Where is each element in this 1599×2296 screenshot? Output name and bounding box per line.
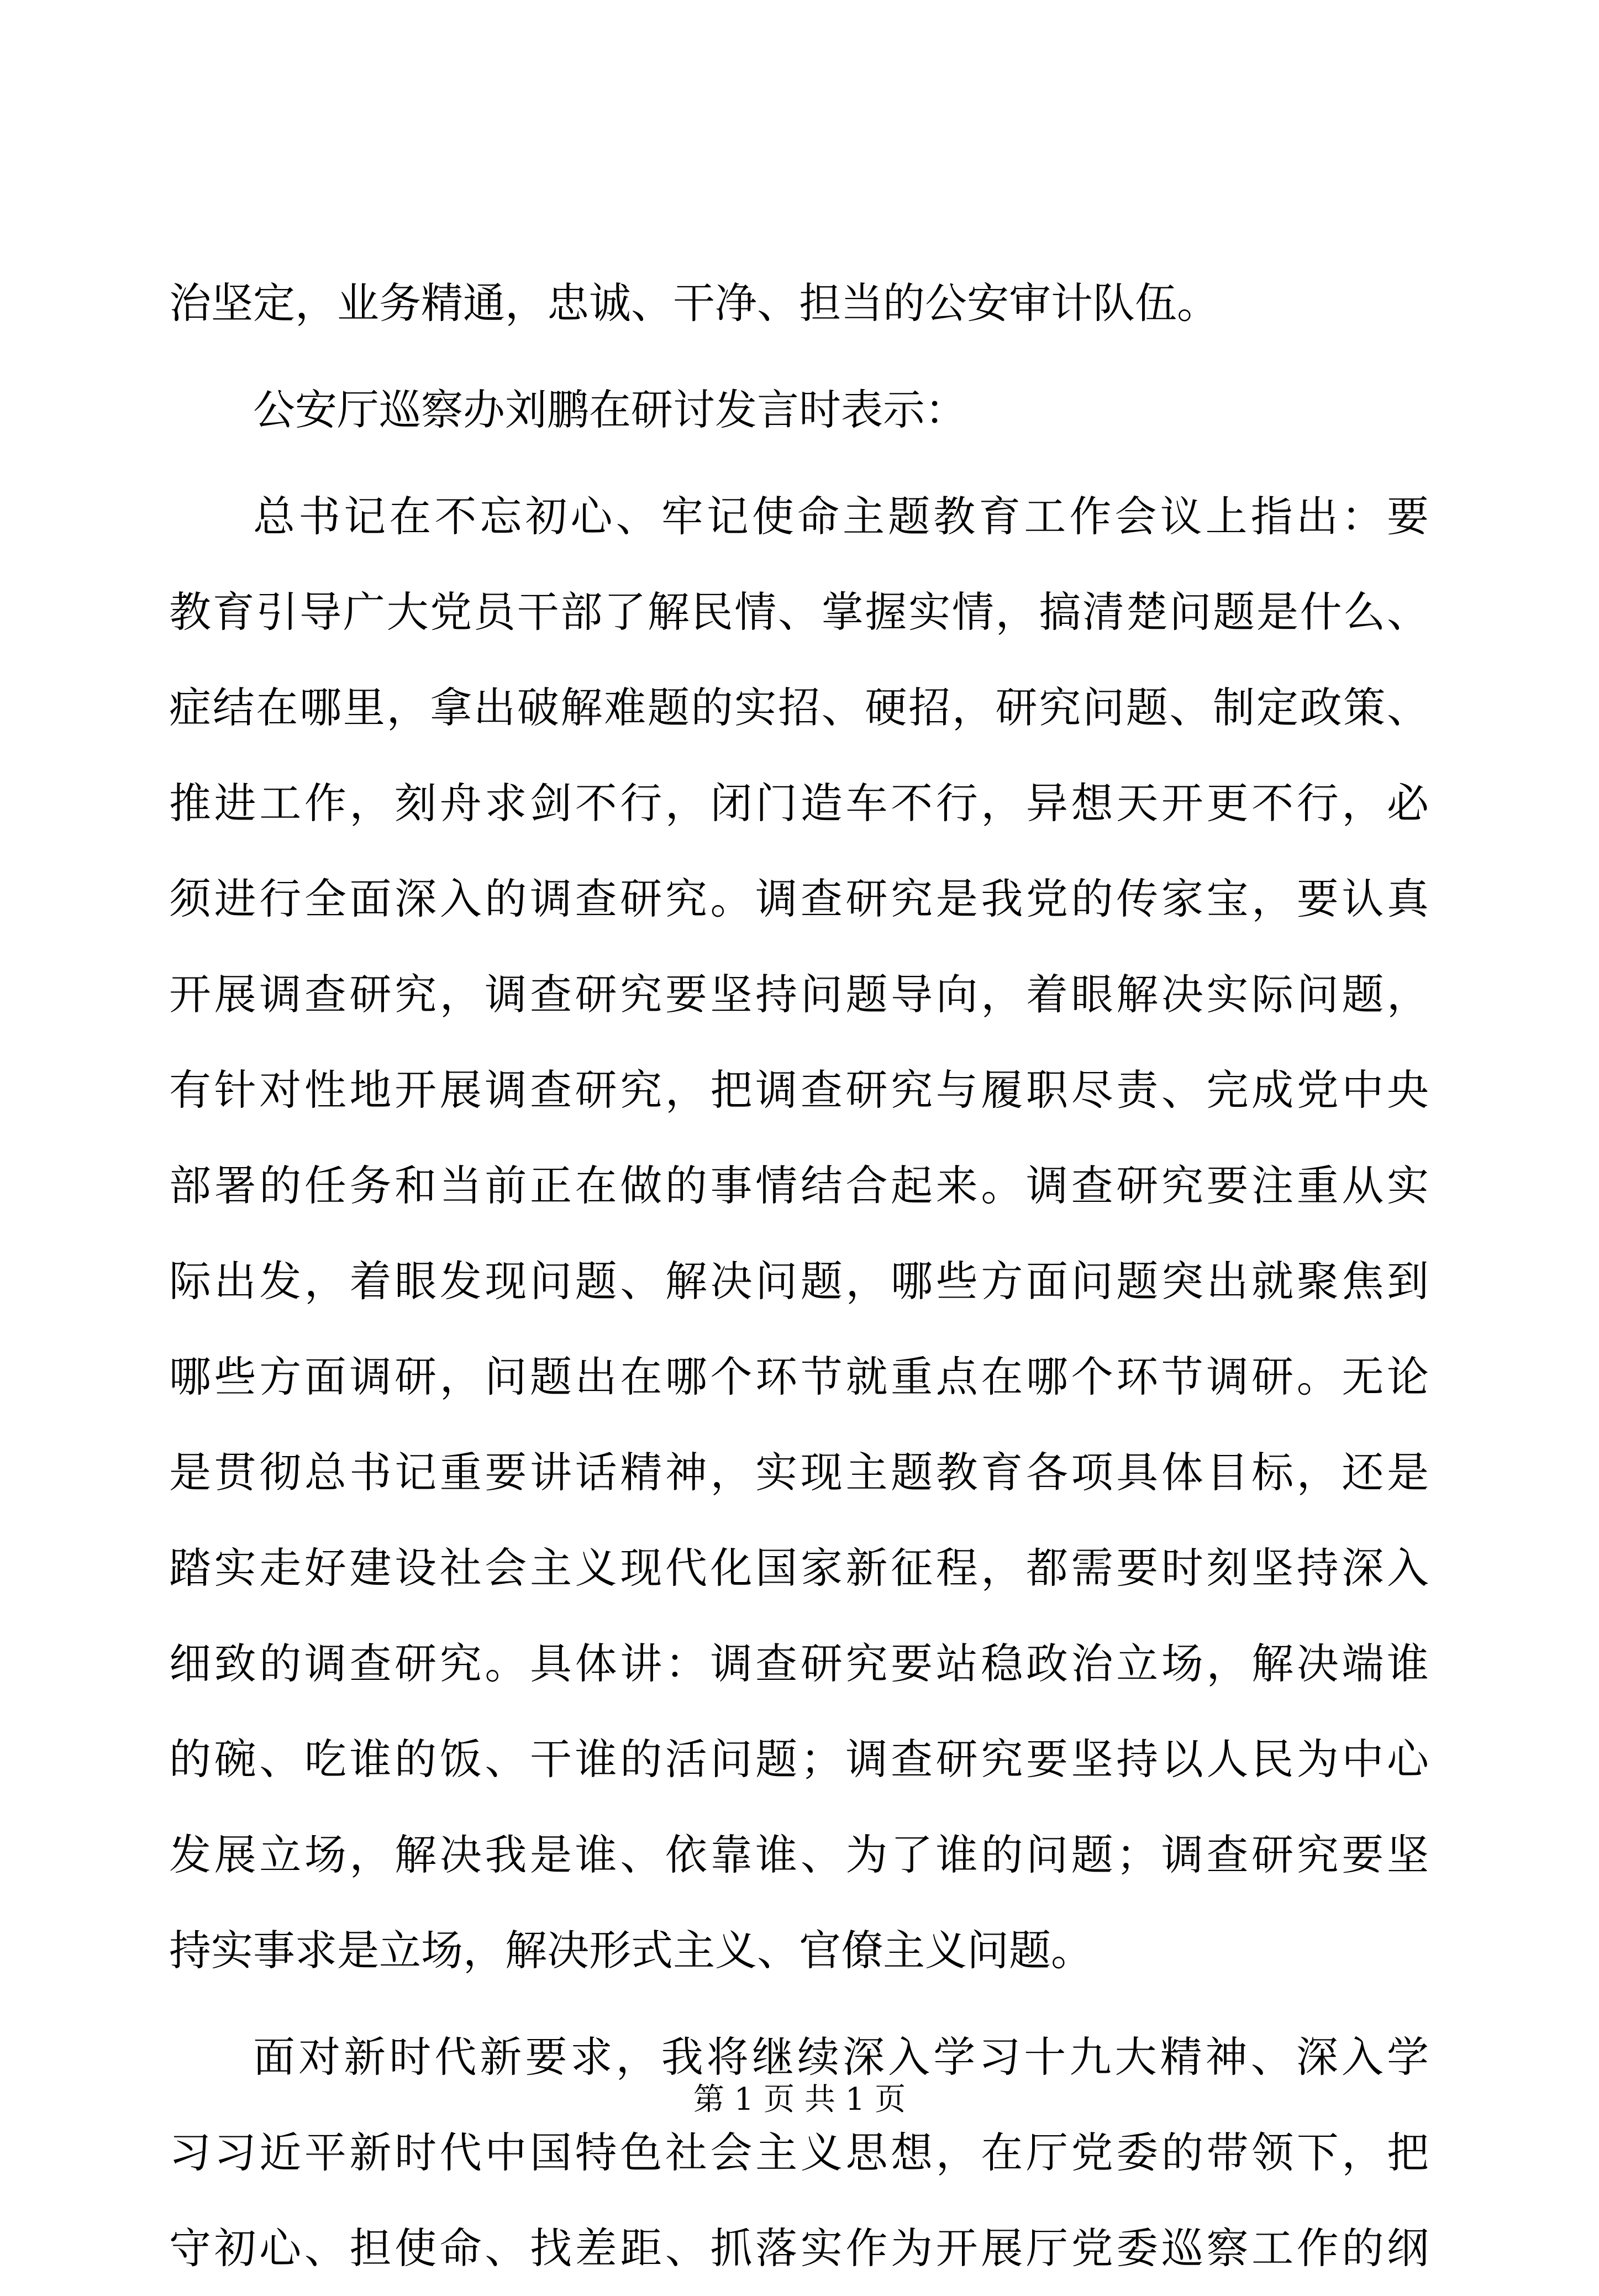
paragraph-line: 面对新时代新要求，我将继续深入学习十九大精神、深入学 xyxy=(253,2032,1429,2082)
paragraph-line: 细致的调查研究。具体讲：调查研究要站稳政治立场，解决端谁 xyxy=(169,1639,1429,1688)
paragraph-line: 踏实走好建设社会主义现代化国家新征程，都需要时刻坚持深入 xyxy=(169,1543,1429,1593)
paragraph-line: 部署的任务和当前正在做的事情结合起来。调查研究要注重从实 xyxy=(169,1161,1429,1210)
paragraph-line: 须进行全面深入的调查研究。调查研究是我党的传家宝，要认真 xyxy=(169,874,1429,923)
paragraph-line: 总书记在不忘初心、牢记使命主题教育工作会议上指出：要 xyxy=(253,492,1429,541)
page-footer xyxy=(0,2078,1599,2122)
paragraph-line: 际出发，着眼发现问题、解决问题，哪些方面问题突出就聚焦到 xyxy=(169,1257,1429,1306)
paragraph-line: 教育引导广大党员干部了解民情、掌握实情，搞清楚问题是什么、 xyxy=(169,587,1429,637)
paragraph-line: 习习近平新时代中国特色社会主义思想，在厅党委的带领下，把 xyxy=(169,2128,1429,2177)
document-body xyxy=(169,255,1429,2296)
paragraph-line: 发展立场，解决我是谁、依靠谁、为了谁的问题；调查研究要坚 xyxy=(169,1830,1429,1879)
page-number-label: 第 1 页 共 1 页 xyxy=(693,2082,906,2118)
paragraph-line: 公安厅巡察办刘鹏在研讨发言时表示： xyxy=(253,385,967,434)
paragraph-line: 推进工作，刻舟求剑不行，闭门造车不行，异想天开更不行，必 xyxy=(169,779,1429,828)
paragraph-line: 开展调查研究，调查研究要坚持问题导向，着眼解决实际问题， xyxy=(169,970,1429,1019)
paragraph-line: 症结在哪里，拿出破解难题的实招、硬招，研究问题、制定政策、 xyxy=(169,683,1429,732)
paragraph-line: 哪些方面调研，问题出在哪个环节就重点在哪个环节调研。无论 xyxy=(169,1352,1429,1401)
paragraph-line: 是贯彻总书记重要讲话精神，实现主题教育各项具体目标，还是 xyxy=(169,1448,1429,1497)
paragraph-line: 治坚定，业务精通，忠诚、干净、担当的公安审计队伍。 xyxy=(169,279,1219,328)
paragraph-line: 持实事求是立场，解决形式主义、官僚主义问题。 xyxy=(169,1926,1093,1975)
paragraph-line: 守初心、担使命、找差距、抓落实作为开展厅党委巡察工作的纲 xyxy=(169,2224,1429,2273)
paragraph-line: 有针对性地开展调查研究，把调查研究与履职尽责、完成党中央 xyxy=(169,1065,1429,1115)
paragraph-line: 的碗、吃谁的饭、干谁的活问题；调查研究要坚持以人民为中心 xyxy=(169,1735,1429,1784)
